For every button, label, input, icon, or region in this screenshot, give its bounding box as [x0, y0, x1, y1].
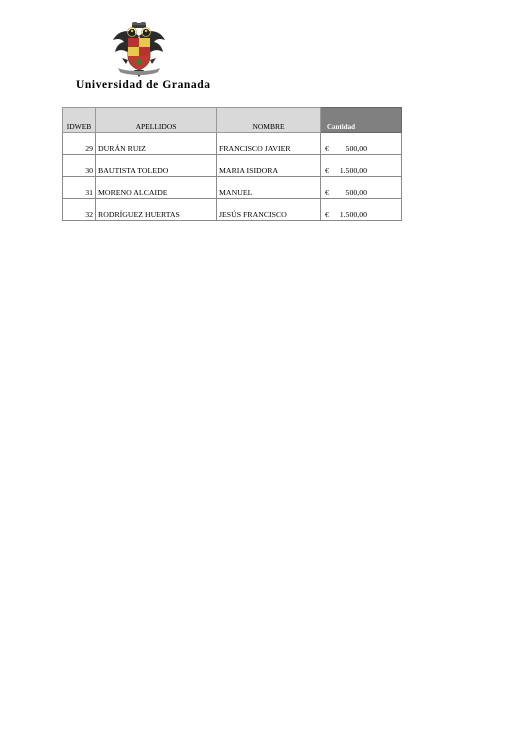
table-row — [63, 133, 402, 155]
column-header-cantidad: Cantidad — [321, 108, 402, 133]
cell-nombre: MANUEL — [217, 177, 321, 199]
cell-cantidad — [321, 177, 402, 199]
cell-idweb: 29 — [63, 133, 96, 155]
amount-value: 500,00 — [345, 188, 367, 197]
university-name: Universidad de Granada — [76, 79, 211, 91]
cell-idweb: 31 — [63, 177, 96, 199]
cell-apellidos: BAUTISTA TOLEDO — [96, 155, 217, 177]
cell-nombre: JESÚS FRANCISCO — [217, 199, 321, 221]
amount-value: 1.500,00 — [339, 210, 367, 219]
cell-idweb: 32 — [63, 199, 96, 221]
column-header-idweb: IDWEB — [63, 108, 96, 133]
euro-symbol: € — [325, 210, 329, 219]
table-row — [63, 199, 402, 221]
column-header-nombre: NOMBRE — [217, 108, 321, 133]
table-row — [63, 155, 402, 177]
euro-symbol: € — [325, 166, 329, 175]
cell-apellidos: RODRÍGUEZ HUERTAS — [96, 199, 217, 221]
university-crest-icon — [110, 22, 168, 78]
cell-idweb: 30 — [63, 155, 96, 177]
table-header-row — [63, 108, 402, 133]
cell-nombre: MARIA ISIDORA — [217, 155, 321, 177]
amount-value: 1.500,00 — [339, 166, 367, 175]
cell-apellidos: MORENO ALCAIDE — [96, 177, 217, 199]
payments-table — [62, 107, 402, 221]
euro-symbol: € — [325, 144, 329, 153]
euro-symbol: € — [325, 188, 329, 197]
cell-cantidad — [321, 199, 402, 221]
amount-value: 500,00 — [345, 144, 367, 153]
cell-apellidos: DURÁN RUIZ — [96, 133, 217, 155]
table-row — [63, 177, 402, 199]
cell-cantidad — [321, 155, 402, 177]
column-header-apellidos: APELLIDOS — [96, 108, 217, 133]
cell-nombre: FRANCISCO JAVIER — [217, 133, 321, 155]
cell-cantidad — [321, 133, 402, 155]
